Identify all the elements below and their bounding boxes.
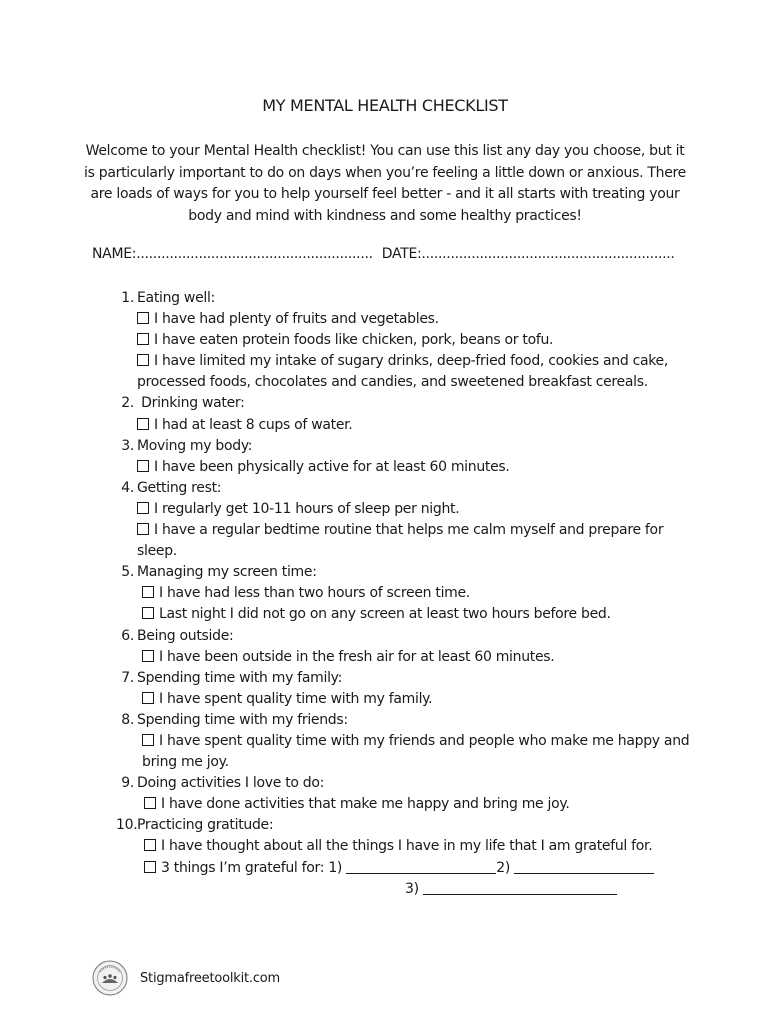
gratitude-item (137, 858, 697, 879)
checkbox-icon[interactable] (142, 607, 154, 619)
checklist-item (137, 309, 697, 330)
checklist-item-label: I have been outside in the fresh air for at least 60 minutes. (159, 648, 555, 665)
checkbox-icon[interactable] (137, 523, 149, 535)
checklist-item (137, 647, 697, 668)
checkbox-icon[interactable] (137, 312, 149, 324)
checklist-item (137, 520, 697, 562)
checkbox-icon[interactable] (144, 861, 156, 873)
checkbox-icon[interactable] (137, 460, 149, 472)
section-heading: Drinking water: (137, 395, 245, 412)
section-family-time (0, 668, 697, 710)
section-heading: Spending time with my family: (137, 669, 343, 686)
checklist-item-label: I have eaten protein foods like chicken, pork, beans or tofu. (154, 332, 554, 349)
page-title: MY MENTAL HEALTH CHECKLIST (262, 96, 508, 115)
section-activities (0, 773, 697, 815)
checkbox-icon[interactable] (137, 502, 149, 514)
section-heading: Moving my body: (137, 437, 253, 454)
checkbox-icon[interactable] (137, 354, 149, 366)
checklist-item-label: I had at least 8 cups of water. (154, 416, 353, 433)
section-moving-body (0, 436, 697, 478)
section-number: 1. (121, 290, 134, 306)
checkbox-icon[interactable] (144, 839, 156, 851)
section-being-outside (0, 626, 697, 668)
intro-paragraph: Welcome to your Mental Health checklist! You can use this list any day you choose, but it is particularly important to do on days when you’re feeling a little down or anxious. There are loads of ways for you to help yourself feel better - and it all starts with treating your body and mind with kindness and some healthy practices! (84, 143, 686, 224)
date-field[interactable]: ............................................................. (421, 246, 675, 262)
checkbox-icon[interactable] (142, 692, 154, 704)
checklist-item-label: I have done activities that make me happy and bring me joy. (161, 796, 570, 813)
gratitude-line-3 (137, 879, 697, 900)
gratitude-prompt: 3 things I’m grateful for: (161, 859, 325, 876)
checklist-item (137, 457, 697, 478)
section-heading: Practicing gratitude: (137, 817, 274, 834)
gratitude-field-1[interactable] (346, 860, 496, 874)
checklist-item-label: I have spent quality time with my family. (159, 690, 433, 707)
section-number: 8. (121, 711, 134, 728)
section-number: 10. (116, 817, 138, 834)
date-label: DATE: (381, 246, 422, 262)
checklist-item (137, 415, 697, 436)
section-getting-rest (0, 478, 697, 562)
checkbox-icon[interactable] (137, 333, 149, 345)
section-gratitude (0, 815, 697, 899)
section-heading: Spending time with my friends: (137, 711, 348, 728)
checklist-item (137, 351, 697, 393)
section-heading: Managing my screen time: (137, 564, 317, 581)
checklist-item (137, 794, 697, 815)
checkbox-icon[interactable] (142, 586, 154, 598)
checklist-item-label: I have been physically active for at least 60 minutes. (154, 458, 510, 475)
checkbox-icon[interactable] (142, 650, 154, 662)
gratitude-field-3[interactable] (423, 881, 617, 895)
section-number: 3. (121, 437, 134, 454)
checklist-item-label: I have thought about all the things I have in my life that I am grateful for. (161, 838, 653, 855)
footer (92, 960, 280, 996)
checklist-item-label: I have had less than two hours of screen time. (159, 585, 470, 602)
section-friends-time (0, 710, 697, 773)
checklist-item (137, 499, 697, 520)
name-label: NAME: (92, 246, 137, 262)
name-date-row (92, 246, 692, 262)
section-heading: Being outside: (137, 627, 234, 644)
section-number: 6. (121, 627, 134, 644)
checkbox-icon[interactable] (144, 797, 156, 809)
gratitude-label-2: 2) (496, 859, 511, 876)
gratitude-label-3: 3) (405, 880, 419, 897)
checkbox-icon[interactable] (137, 418, 149, 430)
checklist-item-label: I regularly get 10-11 hours of sleep per night. (154, 500, 460, 517)
section-heading: Getting rest: (137, 479, 222, 496)
checklist-item-label: I have a regular bedtime routine that helps me calm myself and prepare for sleep. (137, 522, 664, 560)
section-number: 5. (121, 564, 134, 581)
footer-site-link[interactable]: Stigmafreetoolkit.com (140, 970, 281, 986)
checklist-item (137, 604, 697, 625)
section-number: 2. (121, 395, 134, 412)
checkbox-icon[interactable] (142, 734, 154, 746)
stigma-free-society-logo-icon (92, 960, 128, 996)
checklist-item-label: I have spent quality time with my friends and people who make me happy and bring me joy. (142, 732, 690, 771)
checklist-item (137, 731, 697, 773)
checklist-item (137, 689, 697, 710)
section-drinking-water (0, 393, 697, 435)
name-field[interactable]: ......................................................... (136, 246, 373, 262)
section-number: 4. (121, 479, 134, 496)
gratitude-field-2[interactable] (514, 860, 654, 874)
checklist-item (137, 583, 697, 604)
checklist-item-label: I have had plenty of fruits and vegetables. (154, 311, 439, 328)
section-eating-well (0, 288, 697, 393)
section-number: 9. (121, 775, 134, 792)
checklist-item-label: I have limited my intake of sugary drinks, deep-fried food, cookies and cake, processed foods, chocolates and candies, and sweetened breakfast cereals. (137, 353, 669, 391)
gratitude-label-1: 1) (328, 859, 343, 876)
section-screen-time (0, 562, 697, 625)
checklist-item (137, 330, 697, 351)
section-heading: Eating well: (137, 290, 215, 306)
section-heading: Doing activities I love to do: (137, 775, 325, 792)
checklist (0, 288, 770, 900)
checklist-item (137, 836, 697, 857)
section-number: 7. (121, 669, 134, 686)
checklist-item-label: Last night I did not go on any screen at least two hours before bed. (159, 606, 611, 623)
